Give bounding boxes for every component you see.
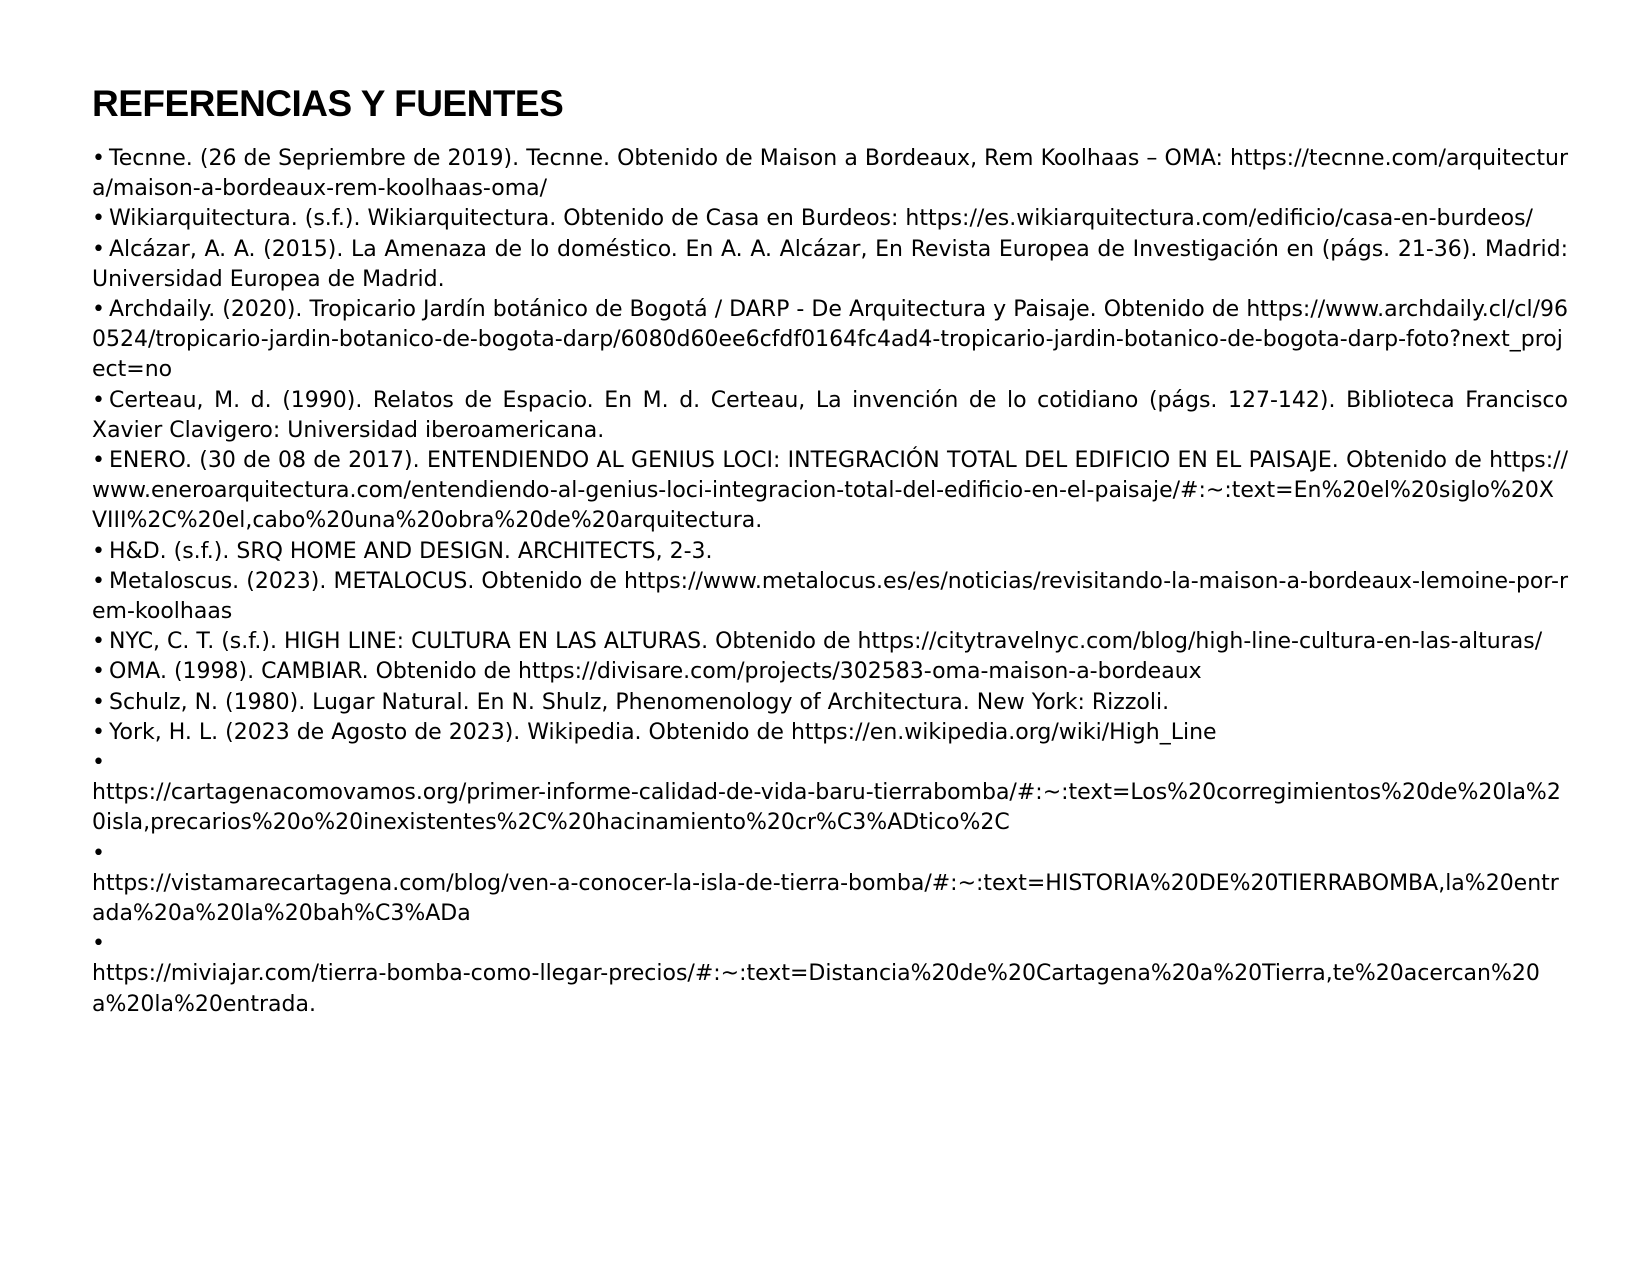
reference-text: Archdaily. (2020). Tropicario Jardín botánico de Bogotá / DARP - De Arquitectura y Paisaje. Obtenido de: [109, 297, 1240, 323]
reference-text: NYC, C. T. (s.f.). HIGH LINE: CULTURA EN LAS ALTURAS. Obtenido de: [109, 629, 851, 655]
reference-item: [92, 718, 1568, 748]
reference-item: [92, 144, 1568, 204]
bullet-icon: •: [92, 568, 105, 594]
reference-url[interactable]: https://es.wikiarquitectura.com/edificio/casa-en-burdeos/: [905, 206, 1533, 232]
reference-url[interactable]: https://tecnne.com/arquitectura/maison-a-bordeaux-rem-koolhaas-oma/: [92, 146, 1568, 202]
bullet-icon: •: [92, 236, 105, 262]
reference-text: OMA. (1998). CAMBIAR. Obtenido de https://divisare.com/projects/302583-oma-maison-a-bordeaux: [109, 659, 1202, 685]
reference-url[interactable]: https://miviajar.com/tierra-bomba-como-llegar-precios/#:~:text=Distancia%20de%20Cartagena%20a%20Tierra,te%20acercan%20a%20la%20entrada.: [92, 961, 1540, 1017]
bullet-icon: •: [92, 689, 105, 715]
bullet-icon: •: [92, 629, 105, 655]
reference-item: [92, 446, 1568, 537]
bullet-icon: •: [92, 750, 105, 776]
bullet-icon: •: [92, 840, 105, 866]
bullet-icon: •: [92, 387, 105, 413]
reference-item: [92, 567, 1568, 627]
bullet-icon: •: [92, 297, 105, 323]
reference-text: Alcázar, A. A. (2015). La Amenaza de lo doméstico. En A. A. Alcázar, En Revista Europea de Investigación en (págs. 21-36). Madrid: Universidad Europea de Madrid.: [92, 236, 1568, 292]
reference-text: York, H. L. (2023 de Agosto de 2023). Wikipedia. Obtenido de https://en.wikipedia.org/wiki/High_Line: [109, 719, 1217, 745]
reference-text: Schulz, N. (1980). Lugar Natural. En N. Shulz, Phenomenology of Architectura. New York: Rizzoli.: [109, 689, 1170, 715]
reference-text: H&D. (s.f.). SRQ HOME AND DESIGN. ARCHITECTS, 2-3.: [109, 538, 713, 564]
reference-text: Certeau, M. d. (1990). Relatos de Espacio. En M. d. Certeau, La invención de lo cotidiano (págs. 127-142). Biblioteca Francisco Xavier Clavigero: Universidad iberoamericana.: [92, 387, 1568, 443]
reference-item: [92, 537, 1568, 567]
reference-item: [92, 657, 1568, 687]
reference-text: ENERO. (30 de 08 de 2017). ENTENDIENDO AL GENIUS LOCI: INTEGRACIÓN TOTAL DEL EDIFICIO EN EL PAISAJE. Obtenido de: [109, 448, 1482, 474]
reference-item: [92, 386, 1568, 446]
reference-text: Metaloscus. (2023). METALOCUS. Obtenido de: [109, 568, 617, 594]
reference-url[interactable]: https://www.archdaily.cl/cl/960524/tropicario-jardin-botanico-de-bogota-darp/6080d60ee6cfdf0164fc4ad4-tropicario-jardin-botanico-de-bogota-darp-foto?next_project=no: [92, 297, 1568, 383]
bullet-icon: •: [92, 448, 105, 474]
references-list: [92, 144, 1568, 1020]
reference-item: [92, 839, 1568, 930]
reference-item: [92, 204, 1568, 234]
reference-url[interactable]: https://citytravelnyc.com/blog/high-line-cultura-en-las-alturas/: [857, 629, 1543, 655]
reference-item: [92, 295, 1568, 386]
reference-url[interactable]: https://www.metalocus.es/es/noticias/revisitando-la-maison-a-bordeaux-lemoine-por-rem-koolhaas: [92, 568, 1568, 625]
reference-item: [92, 235, 1568, 295]
reference-item: [92, 748, 1568, 839]
bullet-icon: •: [92, 206, 105, 232]
bullet-icon: •: [92, 659, 105, 685]
reference-url[interactable]: https://vistamarecartagena.com/blog/ven-a-conocer-la-isla-de-tierra-bomba/#:~:text=HISTORIA%20DE%20TIERRABOMBA,la%20entrada%20a%20la%20bah%C3%ADa: [92, 870, 1559, 927]
references-page: [92, 80, 1568, 1020]
bullet-icon: •: [92, 719, 105, 745]
reference-url[interactable]: https://cartagenacomovamos.org/primer-informe-calidad-de-vida-baru-tierrabomba/#:~:text=Los%20corregimientos%20de%20la%20isla,precarios%20o%20inexistentes%2C%20hacinamiento%20cr%C3%ADtico%2C: [92, 780, 1561, 836]
reference-item: [92, 627, 1568, 657]
page-title: REFERENCIAS Y FUENTES: [92, 83, 564, 124]
bullet-icon: •: [92, 931, 105, 957]
reference-url[interactable]: https://www.eneroarquitectura.com/entendiendo-al-genius-loci-integracion-total-del-edificio-en-el-paisaje/#:~:text=En%20el%20siglo%20XVIII%2C%20el,cabo%20una%20obra%20de%20arquitectura.: [92, 448, 1568, 534]
bullet-icon: •: [92, 146, 105, 171]
reference-text: Wikiarquitectura. (s.f.). Wikiarquitectura. Obtenido de Casa en Burdeos:: [109, 206, 899, 232]
reference-item: [92, 929, 1568, 1020]
reference-item: [92, 688, 1568, 718]
bullet-icon: •: [92, 538, 105, 564]
reference-text: Tecnne. (26 de Sepriembre de 2019). Tecnne. Obtenido de Maison a Bordeaux, Rem Koolhaas – OMA:: [109, 146, 1223, 171]
